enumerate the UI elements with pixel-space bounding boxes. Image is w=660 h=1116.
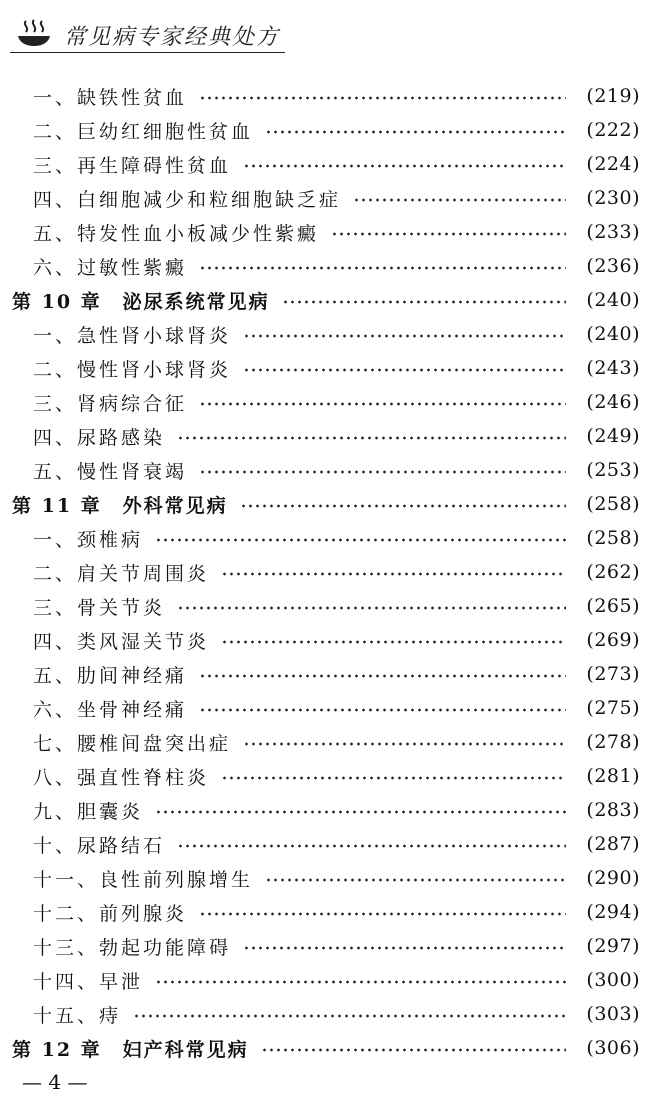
toc-entry-row[interactable] — [0, 657, 660, 691]
toc-chapter-row[interactable] — [0, 283, 660, 317]
toc-entry-row[interactable] — [0, 861, 660, 895]
toc-page-number: (224) — [586, 153, 640, 175]
dot-leader — [331, 232, 566, 236]
toc-title: 三、再生障碍性贫血 — [33, 154, 232, 177]
dot-leader — [243, 742, 566, 746]
toc-entry-row[interactable] — [0, 317, 660, 351]
page-number: — 4 — — [22, 1070, 88, 1094]
toc-title: 十四、早泄 — [33, 970, 144, 993]
toc-entry-row[interactable] — [0, 555, 660, 589]
toc-title: 二、肩关节周围炎 — [33, 562, 210, 585]
toc-page-number: (246) — [586, 391, 640, 413]
toc-page-number: (230) — [586, 187, 640, 209]
dot-leader — [199, 912, 566, 916]
toc-title: 第 12 章 妇产科常见病 — [12, 1038, 249, 1061]
toc-title: 四、尿路感染 — [33, 426, 166, 449]
dot-leader — [265, 130, 566, 134]
toc-entry-row[interactable] — [0, 963, 660, 997]
toc-page-number: (300) — [586, 969, 640, 991]
toc-page-number: (240) — [586, 289, 640, 311]
toc-page-number: (273) — [586, 663, 640, 685]
dot-leader — [243, 368, 566, 372]
toc-page-number: (275) — [586, 697, 640, 719]
table-of-contents — [0, 79, 660, 1065]
toc-page-number: (290) — [586, 867, 640, 889]
toc-page-number: (262) — [586, 561, 640, 583]
dot-leader — [199, 674, 566, 678]
toc-page-number: (219) — [586, 85, 640, 107]
toc-page-number: (233) — [586, 221, 640, 243]
dot-leader — [221, 572, 566, 576]
dot-leader — [177, 606, 566, 610]
dot-leader — [177, 436, 566, 440]
toc-entry-row[interactable] — [0, 759, 660, 793]
toc-entry-row[interactable] — [0, 147, 660, 181]
toc-page-number: (258) — [586, 493, 640, 515]
toc-chapter-row[interactable] — [0, 1031, 660, 1065]
dot-leader — [243, 164, 566, 168]
toc-page-number: (243) — [586, 357, 640, 379]
dot-leader — [155, 980, 566, 984]
toc-title: 四、白细胞减少和粒细胞缺乏症 — [33, 188, 342, 211]
toc-title: 三、肾病综合征 — [33, 392, 188, 415]
book-title: 常见病专家经典处方 — [64, 25, 281, 50]
toc-title: 十三、勃起功能障碍 — [33, 936, 232, 959]
dot-leader — [199, 402, 566, 406]
dot-leader — [261, 1048, 566, 1052]
toc-page-number: (294) — [586, 901, 640, 923]
dot-leader — [240, 504, 566, 508]
toc-title: 六、坐骨神经痛 — [33, 698, 188, 721]
toc-page-number: (265) — [586, 595, 640, 617]
dot-leader — [221, 640, 566, 644]
toc-title: 十一、良性前列腺增生 — [33, 868, 254, 891]
toc-entry-row[interactable] — [0, 351, 660, 385]
toc-page-number: (258) — [586, 527, 640, 549]
dot-leader — [353, 198, 566, 202]
toc-entry-row[interactable] — [0, 453, 660, 487]
toc-entry-row[interactable] — [0, 385, 660, 419]
toc-title: 一、急性肾小球肾炎 — [33, 324, 232, 347]
toc-title: 九、胆囊炎 — [33, 800, 144, 823]
toc-title: 第 11 章 外科常见病 — [12, 494, 228, 517]
toc-title: 七、腰椎间盘突出症 — [33, 732, 232, 755]
toc-entry-row[interactable] — [0, 623, 660, 657]
toc-entry-row[interactable] — [0, 725, 660, 759]
dot-leader — [199, 266, 566, 270]
toc-page-number: (297) — [586, 935, 640, 957]
toc-title: 五、特发性血小板减少性紫癜 — [33, 222, 320, 245]
toc-title: 六、过敏性紫癜 — [33, 256, 188, 279]
dot-leader — [199, 708, 566, 712]
toc-page-number: (249) — [586, 425, 640, 447]
toc-entry-row[interactable] — [0, 895, 660, 929]
toc-title: 五、慢性肾衰竭 — [33, 460, 188, 483]
toc-entry-row[interactable] — [0, 827, 660, 861]
toc-entry-row[interactable] — [0, 215, 660, 249]
toc-page-number: (253) — [586, 459, 640, 481]
toc-entry-row[interactable] — [0, 929, 660, 963]
toc-page-number: (269) — [586, 629, 640, 651]
toc-title: 一、颈椎病 — [33, 528, 144, 551]
toc-page-number: (306) — [586, 1037, 640, 1059]
dot-leader — [199, 470, 566, 474]
toc-title: 二、慢性肾小球肾炎 — [33, 358, 232, 381]
toc-title: 四、类风湿关节炎 — [33, 630, 210, 653]
toc-page-number: (303) — [586, 1003, 640, 1025]
toc-title: 第 10 章 泌尿系统常见病 — [12, 290, 270, 313]
toc-title: 二、巨幼红细胞性贫血 — [33, 120, 254, 143]
toc-page-number: (283) — [586, 799, 640, 821]
toc-page-number: (278) — [586, 731, 640, 753]
toc-page-number: (222) — [586, 119, 640, 141]
toc-entry-row[interactable] — [0, 249, 660, 283]
toc-entry-row[interactable] — [0, 113, 660, 147]
dot-leader — [199, 96, 566, 100]
toc-page-number: (287) — [586, 833, 640, 855]
toc-chapter-row[interactable] — [0, 487, 660, 521]
toc-title: 三、骨关节炎 — [33, 596, 166, 619]
toc-entry-row[interactable] — [0, 181, 660, 215]
toc-entry-row[interactable] — [0, 589, 660, 623]
dot-leader — [265, 878, 566, 882]
toc-page-number: (236) — [586, 255, 640, 277]
dot-leader — [155, 538, 566, 542]
dot-leader — [243, 946, 566, 950]
dot-leader — [243, 334, 566, 338]
toc-entry-row[interactable] — [0, 691, 660, 725]
dot-leader — [177, 844, 566, 848]
toc-title: 五、肋间神经痛 — [33, 664, 188, 687]
toc-title: 十、尿路结石 — [33, 834, 166, 857]
toc-entry-row[interactable] — [0, 79, 660, 113]
toc-entry-row[interactable] — [0, 419, 660, 453]
toc-title: 八、强直性脊柱炎 — [33, 766, 210, 789]
dot-leader — [155, 810, 566, 814]
steam-bowl-icon — [16, 18, 52, 48]
toc-entry-row[interactable] — [0, 521, 660, 555]
toc-entry-row[interactable] — [0, 793, 660, 827]
toc-page-number: (240) — [586, 323, 640, 345]
toc-title: 十二、前列腺炎 — [33, 902, 188, 925]
toc-title: 一、缺铁性贫血 — [33, 86, 188, 109]
toc-page-number: (281) — [586, 765, 640, 787]
dot-leader — [221, 776, 566, 780]
toc-title: 十五、痔 — [33, 1004, 122, 1027]
toc-entry-row[interactable] — [0, 997, 660, 1031]
running-header — [10, 12, 285, 53]
dot-leader — [133, 1014, 566, 1018]
dot-leader — [282, 300, 566, 304]
